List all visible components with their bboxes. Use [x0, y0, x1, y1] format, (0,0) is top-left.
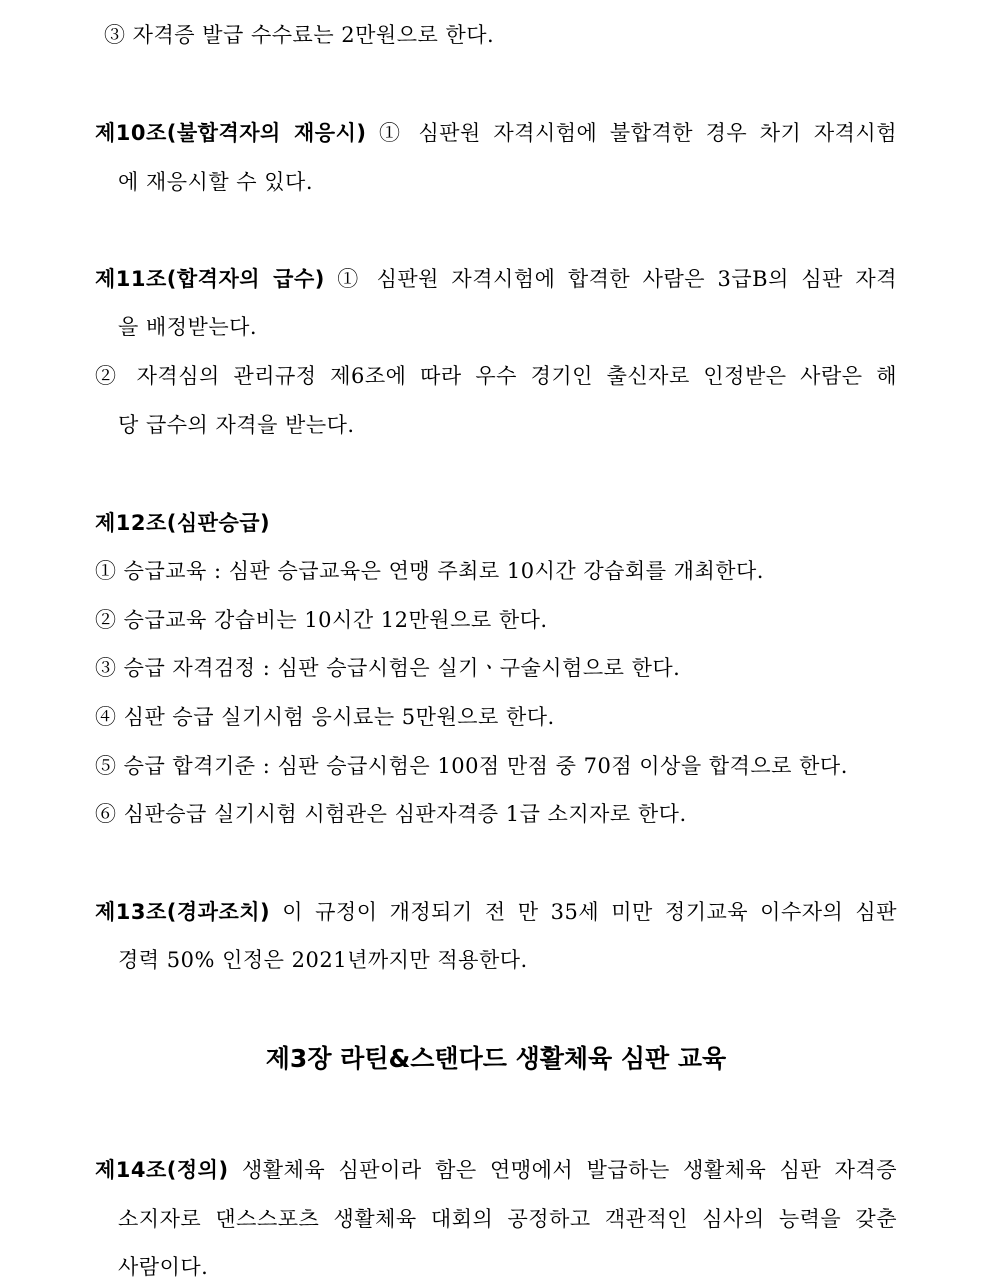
art11-item2-line1: ② 자격심의 관리규정 제6조에 따라 우수 경기인 출신자로 인정받은 사람은 해 — [95, 364, 897, 388]
art14-line3: 사람이다. — [118, 1255, 209, 1279]
art12-item-1: ① 승급교육 : 심판 승급교육은 연맹 주최로 10시간 강습회를 개최한다. — [95, 559, 764, 583]
art14-heading: 제14조(정의) — [95, 1158, 229, 1182]
art14-line2: 소지자로 댄스스포츠 생활체육 대회의 공정하고 객관적인 심사의 능력을 갖춘 — [118, 1207, 897, 1231]
art11-line2: 을 배정받는다. — [118, 315, 258, 339]
art12-item-2: ② 승급교육 강습비는 10시간 12만원으로 한다. — [95, 608, 548, 632]
art14-line1 — [95, 1155, 897, 1185]
art11-line1 — [95, 264, 897, 294]
art12-heading: 제12조(심판승급) — [95, 511, 271, 535]
art10-line1 — [95, 118, 897, 148]
art10-text1: ① 심판원 자격시험에 불합격한 경우 차기 자격시험 — [366, 121, 897, 145]
art13-text1: 이 규정이 개정되기 전 만 35세 미만 정기교육 이수자의 심판 — [270, 900, 897, 924]
art13-line1 — [95, 897, 897, 927]
chapter3-title: 제3장 라틴&스탠다드 생활체육 심판 교육 — [265, 1044, 727, 1073]
art12-item-4: ④ 심판 승급 실기시험 응시료는 5만원으로 한다. — [95, 705, 555, 729]
art12-item-6: ⑥ 심판승급 실기시험 시험관은 심판자격증 1급 소지자로 한다. — [95, 802, 687, 826]
art11-text1: ① 심판원 자격시험에 합격한 사람은 3급B의 심판 자격 — [324, 267, 897, 291]
art10-line2: 에 재응시할 수 있다. — [118, 170, 313, 194]
art13-heading: 제13조(경과조치) — [95, 900, 271, 924]
art12-item-3: ③ 승급 자격검정 : 심판 승급시험은 실기ㆍ구술시험으로 한다. — [95, 656, 681, 680]
art14-text1: 생활체육 심판이라 함은 연맹에서 발급하는 생활체육 심판 자격증 — [228, 1158, 897, 1182]
art10-heading: 제10조(불합격자의 재응시) — [95, 121, 367, 145]
art12-item-5: ⑤ 승급 합격기준 : 심판 승급시험은 100점 만점 중 70점 이상을 합격으로 한다. — [95, 754, 848, 778]
art13-line2: 경력 50% 인정은 2021년까지만 적용한다. — [118, 948, 528, 972]
art11-item2-line2: 당 급수의 자격을 받는다. — [118, 413, 355, 437]
art11-heading: 제11조(합격자의 급수) — [95, 267, 325, 291]
art9-item3: ③ 자격증 발급 수수료는 2만원으로 한다. — [104, 23, 495, 47]
